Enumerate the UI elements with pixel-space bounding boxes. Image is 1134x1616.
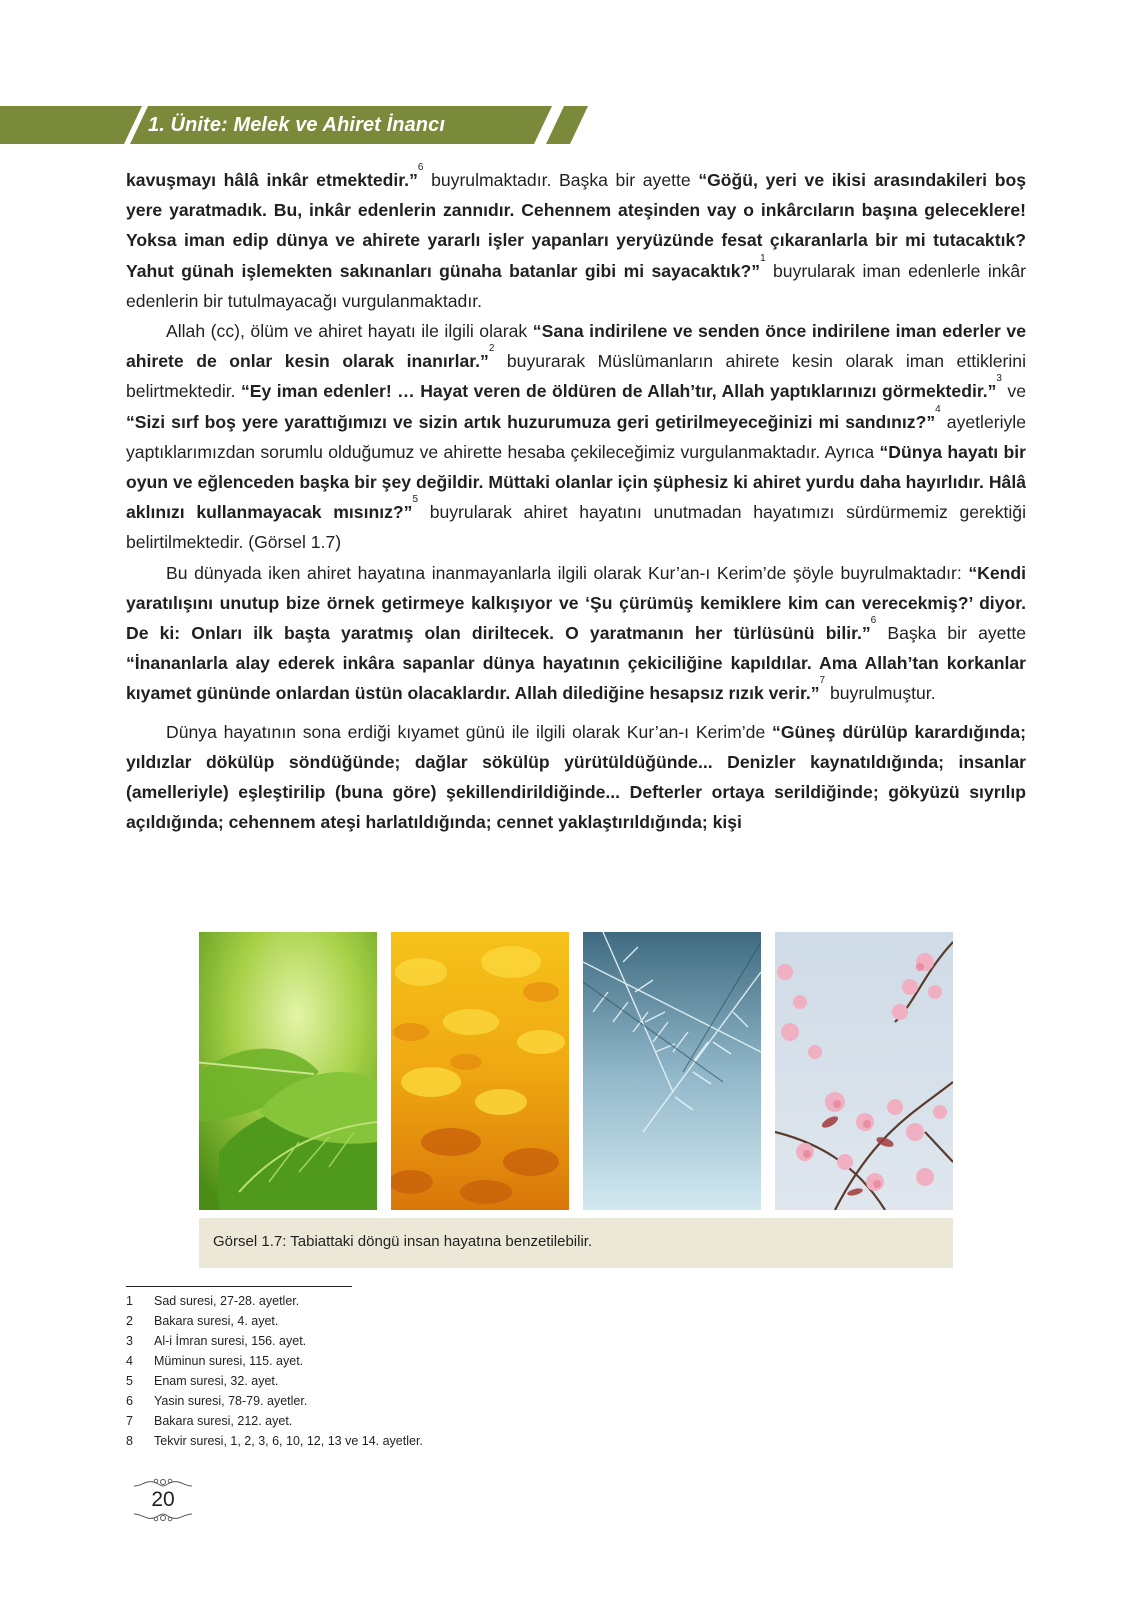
footnote-item: 4 Müminun suresi, 115. ayet. — [126, 1354, 304, 1368]
paragraph-1 — [126, 162, 1026, 316]
spring-cherry-blossom-image — [775, 932, 953, 1210]
footnote-item: 7 Bakara suresi, 212. ayet. — [126, 1414, 293, 1428]
body-text-run: buyrularak ahiret hayatını unutmadan hayatımızı sürdürmemiz gerektiği belirtilmektedir. (Görsel 1.7) — [126, 502, 1026, 553]
quote-text: kavuşmayı hâlâ inkâr etmektedir.” — [126, 170, 418, 190]
footnote-item: 6 Yasin suresi, 78-79. ayetler. — [126, 1394, 308, 1408]
quote-text: “Sizi sırf boş yere yarattığımızı ve sizin artık huzurumuza geri getirilmeyeceğinizi mi sandınız?” — [126, 411, 936, 432]
footnote-ref: 6 — [870, 615, 877, 627]
quote-text: “Göğü, yeri ve ikisi arasındakileri boş yere yaratmadık. Bu, inkâr edenlerin zannıdır. Cehennem ateşinden vay o inkârcıların başına geleceklere! Yoksa iman edip dünya ve ahirete yararlı işler yapanları yeryüzünde fesat çıkaranlarla bir mi tutacaktık? Yahut günah işlemekten sakınanları günaha batanlar gibi mi sayacaktık?” — [126, 170, 1026, 281]
footnote-ref: 6 — [417, 162, 424, 173]
page-number-block — [132, 1477, 194, 1523]
quote-text: “Kendi yaratılışını unutup bize örnek getirmeye kalkışıyor ve ‘Şu çürümüş kemiklere kim can verecekmiş?’ diyor. De ki: Onları ilk başta yaratmış olan diriltecek. O yaratmanın her türlüsünü bilir.” — [126, 562, 1026, 644]
body-text-run: ve — [1001, 381, 1026, 402]
footnote-item: 3 Al-i İmran suresi, 156. ayet. — [126, 1334, 307, 1348]
body-text-run: buyrularak iman edenlerle inkâr edenlerin bir tutulmayacağı vurgulanmaktadır. — [126, 260, 1026, 311]
footnote-item: 1 Sad suresi, 27-28. ayetler. — [126, 1294, 300, 1308]
quote-text: “Sana indirilene ve senden önce indirilene iman ederler ve ahirete de onlar kesin olarak inanırlar.” — [126, 321, 1026, 372]
footnote-ref: 5 — [412, 494, 418, 506]
body-text-run: Allah (cc), ölüm ve ahiret hayatı ile ilgili olarak — [166, 321, 533, 342]
winter-snowy-pine-image — [583, 932, 761, 1210]
paragraph-2 — [126, 316, 1026, 558]
quote-text: “Dünya hayatı bir oyun ve eğlenceden başka bir şey değildir. Müttaki olanlar için şüphesiz ki ahiret yurdu daha hayırlıdır. Hâlâ aklınızı kullanmayacak mısınız?” — [126, 441, 1026, 523]
body-text-run: ayetleriyle yaptıklarımızdan sorumlu olduğumuz ve ahirette hesaba çekileceğimiz vurgulanmaktadır. Ayrıca — [126, 411, 1026, 462]
ornament-bottom-icon — [132, 1511, 194, 1523]
footnote-rule — [126, 1286, 352, 1287]
paragraph-4 — [126, 717, 1026, 838]
quote-text: “İnananlarla alay ederek inkâra sapanlar dünya hayatının çekiciliğine kapıldılar. Ama Allah’tan korkanlar kıyamet gününde onlardan üstün olacaklardır. Allah dilediğine hesapsız rızık verir.” — [126, 653, 1026, 704]
body-text-run: Başka bir ayette — [876, 623, 1027, 644]
footnotes — [126, 1291, 423, 1451]
footnote-ref: 1 — [760, 252, 766, 264]
footnote-ref: 4 — [935, 403, 941, 415]
footnote-item: 2 Bakara suresi, 4. ayet. — [126, 1314, 279, 1328]
body-text — [126, 162, 1027, 837]
paragraph-3 — [126, 558, 1026, 709]
body-text-run: Dünya hayatının sona erdiği kıyamet günü ile ilgili olarak Kur’an-ı Kerim’de — [166, 721, 773, 742]
body-text-run: Bu dünyada iken ahiret hayatına inanmayanlarla ilgili olarak Kur’an-ı Kerim’de şöyle buyrulmaktadır: — [166, 562, 969, 583]
quote-text: “Güneş dürülüp karardığında; yıldızlar dökülüp söndüğünde; dağlar sökülüp yürütüldüğünde... Denizler kaynatıldığında; insanlar (amelleriyle) eşleştirilip (buna göre) şekillendirildiğinde... Defterler ortaya serildiğinde; gökyüzü sıyrılıp açıldığında; cehennem ateşi harlatıldığında; cennet yaklaştırıldığında; kişi — [126, 721, 1026, 833]
footnote-item: 8 Tekvir suresi, 1, 2, 3, 6, 10, 12, 13 ve 14. ayetler. — [126, 1434, 423, 1448]
footnote-ref: 3 — [996, 373, 1002, 385]
seasons-figure — [199, 932, 953, 1210]
figure-caption-box — [199, 1218, 953, 1268]
quote-text: “Ey iman edenler! … Hayat veren de öldüren de Allah’tır, Allah yaptıklarınızı görmektedir.” — [240, 381, 997, 402]
body-text-run: buyurarak Müslümanların ahirete kesin olarak iman ettiklerini belirtmektedir. — [126, 351, 1026, 402]
page-number: 20 — [151, 1488, 175, 1511]
body-text-run: buyrulmaktadır. Başka bir ayette — [423, 170, 699, 190]
figure-caption: Görsel 1.7: Tabiattaki döngü insan hayatına benzetilebilir. — [213, 1233, 593, 1250]
footnote-item: 5 Enam suresi, 32. ayet. — [126, 1374, 279, 1388]
spring-green-leaves-image — [199, 932, 377, 1210]
unit-title: 1. Ünite: Melek ve Ahiret İnancı — [148, 114, 445, 136]
autumn-leaves-image — [391, 932, 569, 1210]
body-text-run: buyrulmuştur. — [825, 683, 936, 704]
footnote-ref: 7 — [819, 675, 826, 687]
footnote-ref: 2 — [488, 343, 495, 355]
